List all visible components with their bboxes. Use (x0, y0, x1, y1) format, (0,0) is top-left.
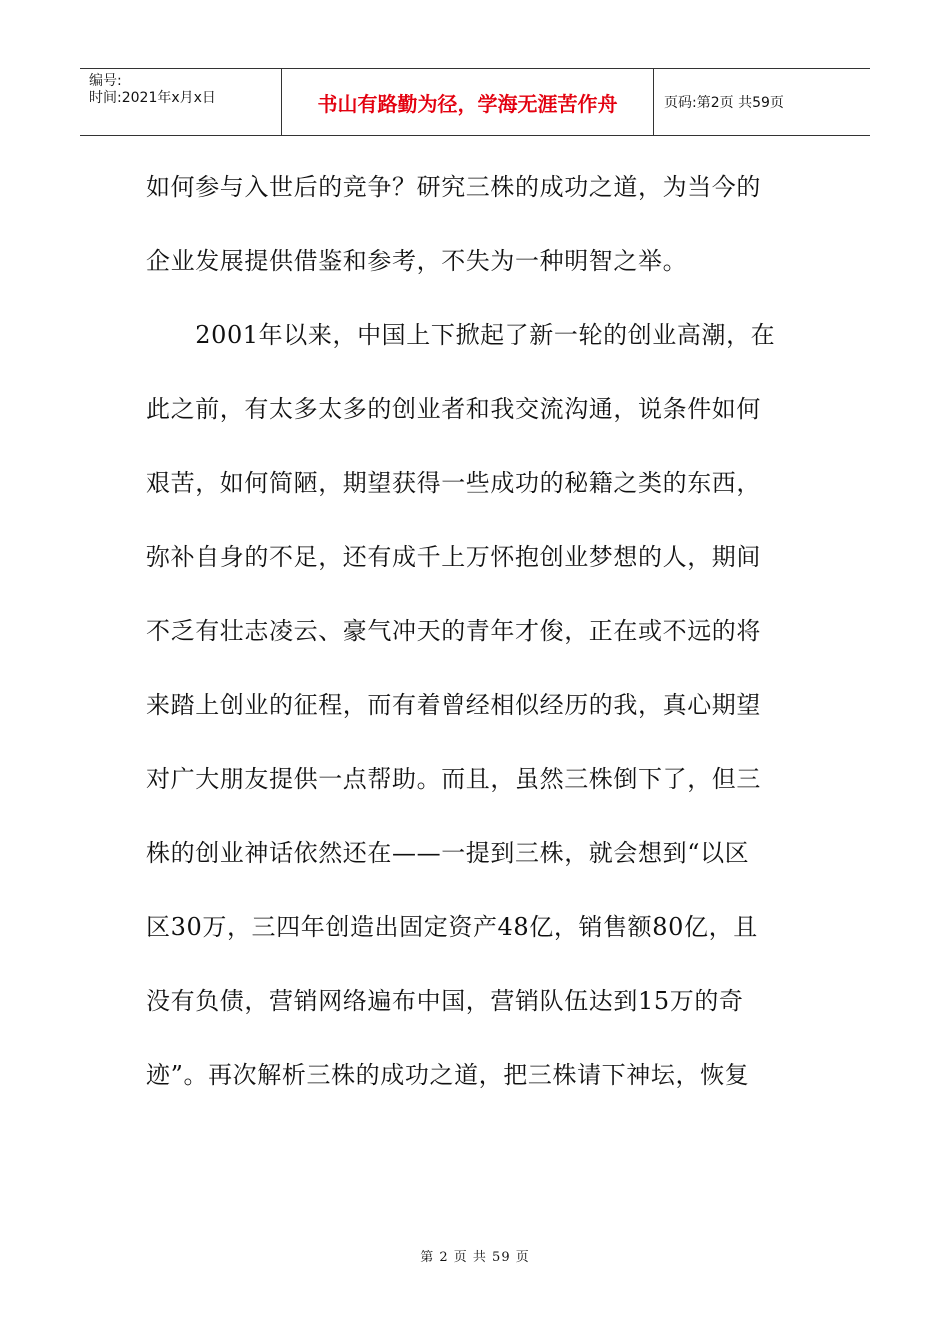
text-line: 来踏上创业的征程，而有着曾经相似经历的我，真心期望 (146, 691, 761, 719)
text-line: 2001年以来，中国上下掀起了新一轮的创业高潮，在 (146, 321, 776, 349)
text-line: 不乏有壮志凌云、豪气冲天的青年才俊，正在或不远的将 (146, 617, 761, 645)
text-line: 此之前，有太多太多的创业者和我交流沟通，说条件如何 (146, 395, 761, 423)
text-line: 对广大朋友提供一点帮助。而且，虽然三株倒下了，但三 (146, 765, 761, 793)
text-line: 区30万，三四年创造出固定资产48亿，销售额80亿，且 (146, 913, 758, 941)
header-meta (80, 69, 282, 135)
document-body (146, 150, 796, 1112)
header-page-info: 页码:第2页 共59页 (664, 95, 784, 111)
text-line: 株的创业神话依然还在——一提到三株，就会想到“以区 (146, 839, 750, 867)
text-line: 迹”。再次解析三株的成功之道，把三株请下神坛，恢复 (146, 1061, 750, 1089)
time-label: 时间:2021年x月x日 (89, 90, 216, 106)
document-header (80, 68, 870, 136)
header-motto: 书山有路勤为径，学海无涯苦作舟 (282, 69, 654, 135)
page-footer: 第 2 页 共 59 页 (420, 1250, 530, 1265)
paragraph-2 (146, 298, 796, 1112)
paragraph-1 (146, 150, 796, 298)
text-line: 艰苦，如何简陋，期望获得一些成功的秘籍之类的东西， (146, 469, 761, 497)
text-line: 企业发展提供借鉴和参考，不失为一种明智之举。 (146, 247, 688, 275)
text-line: 没有负债，营销网络遍布中国，营销队伍达到15万的奇 (146, 987, 744, 1015)
serial-label: 编号: (89, 73, 122, 89)
text-line: 弥补自身的不足，还有成千上万怀抱创业梦想的人，期间 (146, 543, 761, 571)
text-line: 如何参与入世后的竞争？研究三株的成功之道，为当今的 (146, 173, 761, 201)
